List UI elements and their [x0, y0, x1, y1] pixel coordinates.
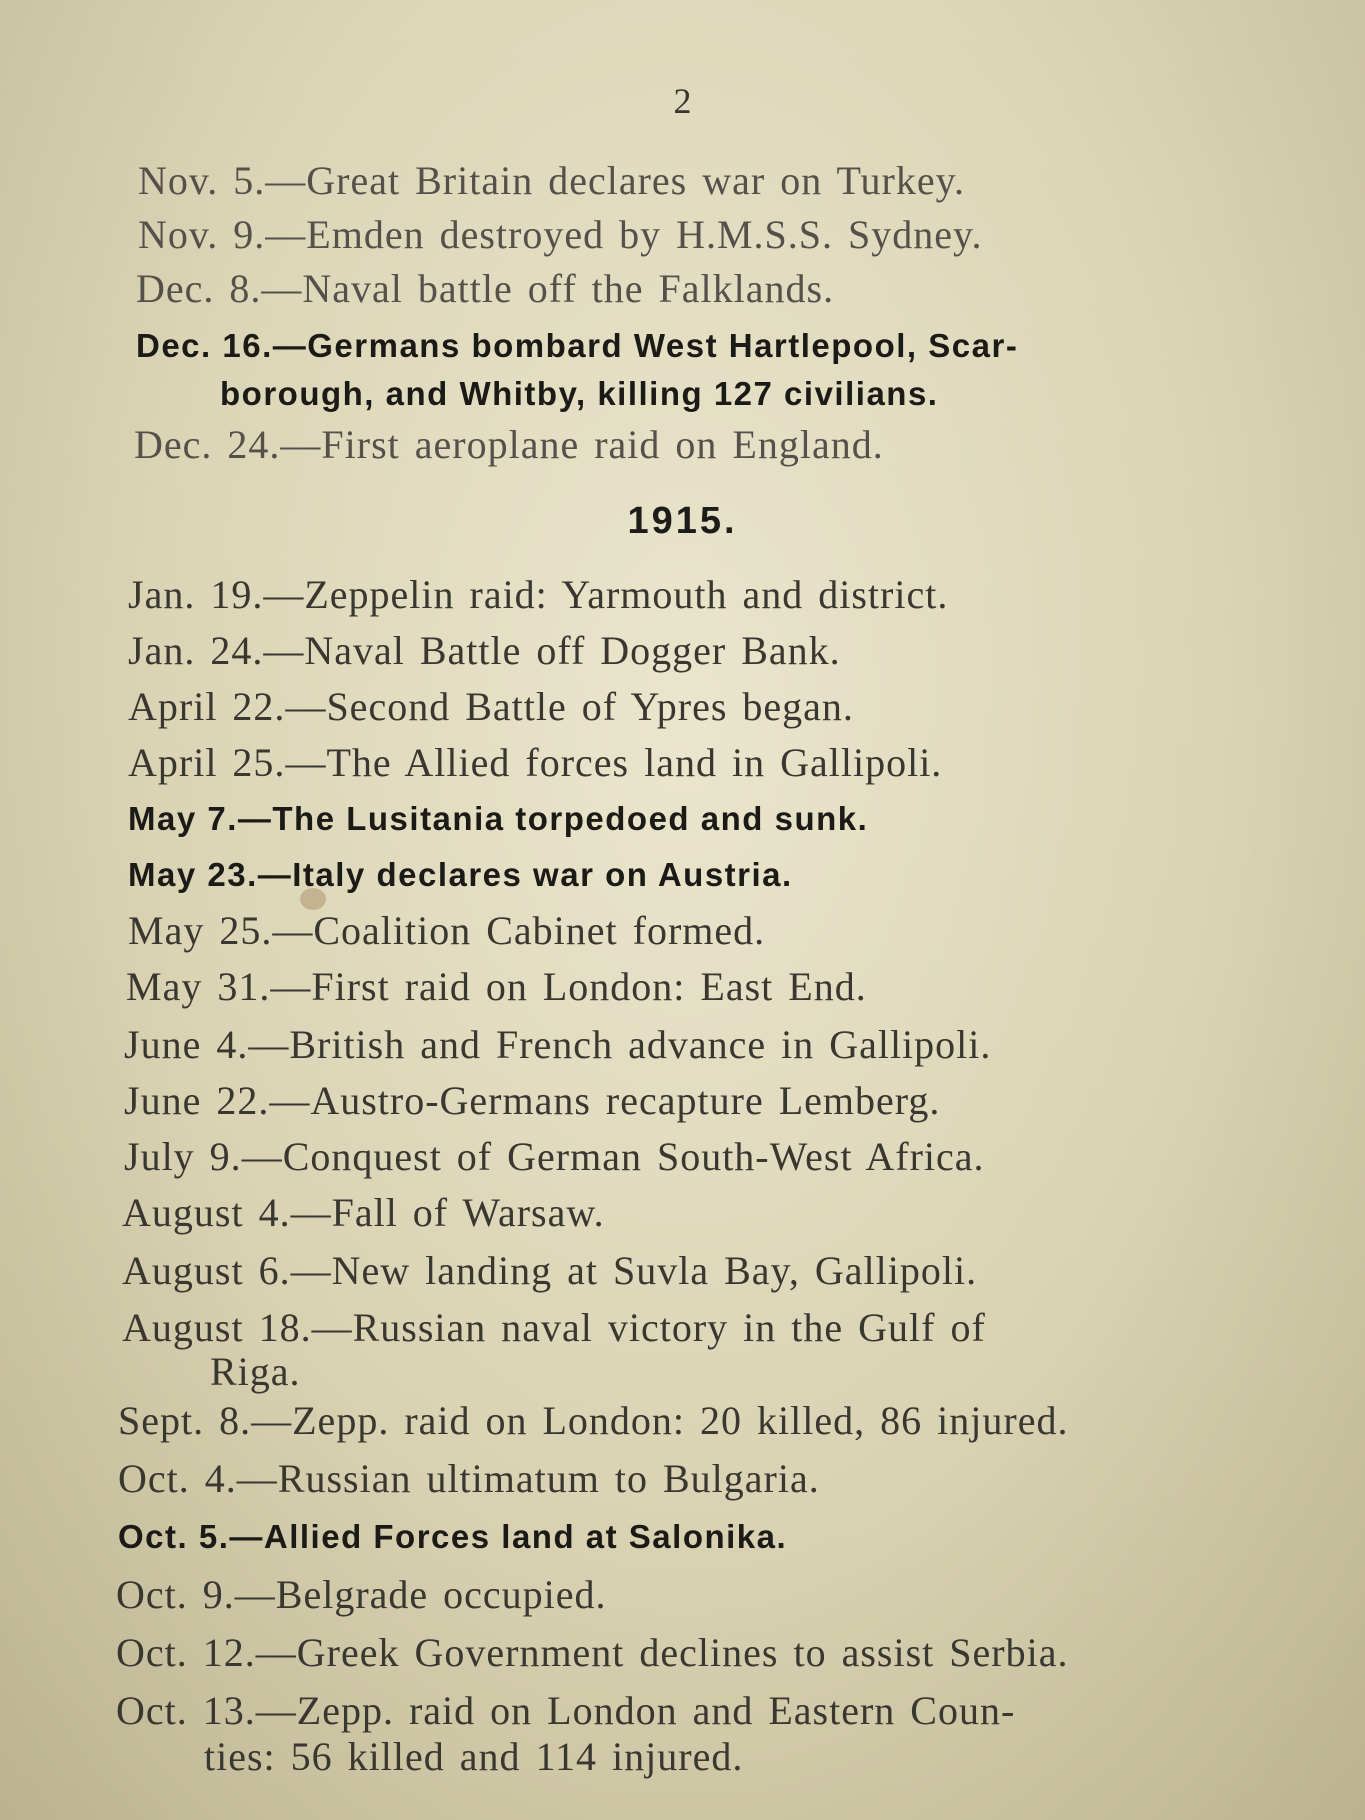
entry-date: May 23.	[128, 856, 258, 893]
paper-stain	[300, 888, 326, 910]
entry-date: June 22.	[124, 1078, 270, 1123]
timeline-entry: May 23.—Italy declares war on Austria.	[128, 856, 793, 893]
entry-text: Zepp. raid on London and Eastern Coun-	[296, 1688, 1016, 1733]
entry-continuation: Riga.	[210, 1349, 301, 1394]
timeline-entry: Oct. 4.—Russian ultimatum to Bulgaria.	[118, 1456, 820, 1501]
entry-text: Fall of Warsaw.	[331, 1190, 605, 1235]
entry-text: Germans bombard West Hartlepool, Scar-	[307, 327, 1019, 364]
entry-text: Emden destroyed by H.M.S.S. Sydney.	[306, 212, 983, 257]
timeline-entry: April 25.—The Allied forces land in Gallipoli.	[128, 740, 943, 785]
entry-date: Oct. 5.	[118, 1518, 230, 1555]
timeline-entry: Dec. 8.—Naval battle off the Falklands.	[136, 266, 835, 311]
entry-text: Conquest of German South-West Africa.	[282, 1134, 985, 1179]
entry-date: June 4.	[124, 1022, 249, 1067]
entry-text: Great Britain declares war on Turkey.	[306, 158, 965, 203]
timeline-entry: June 4.—British and French advance in Gallipoli.	[124, 1022, 992, 1067]
entry-text: Zeppelin raid: Yarmouth and district.	[304, 572, 949, 617]
entry-date: Sept. 8.	[118, 1398, 252, 1443]
timeline-entry: Jan. 24.—Naval Battle off Dogger Bank.	[128, 628, 841, 673]
entry-date: Jan. 24.	[128, 628, 264, 673]
entry-text: Russian ultimatum to Bulgaria.	[277, 1456, 820, 1501]
entry-date: May 7.	[128, 800, 238, 837]
timeline-entry: May 31.—First raid on London: East End.	[126, 964, 867, 1009]
entry-text: Naval Battle off Dogger Bank.	[304, 628, 841, 673]
timeline-entry: Sept. 8.—Zepp. raid on London: 20 killed, 86 injured.	[118, 1398, 1069, 1443]
entry-date: Dec. 24.	[134, 422, 281, 467]
entry-date: Nov. 5.	[138, 158, 266, 203]
entry-date: Oct. 13.	[116, 1688, 256, 1733]
timeline-entry: Oct. 12.—Greek Government declines to assist Serbia.	[116, 1630, 1069, 1675]
entry-date: April 22.	[128, 684, 286, 729]
timeline-entry: August 4.—Fall of Warsaw.	[122, 1190, 605, 1235]
entry-date: Nov. 9.	[138, 212, 266, 257]
entry-date: Dec. 16.	[136, 327, 273, 364]
entry-date: Jan. 19.	[128, 572, 264, 617]
entry-text: First aeroplane raid on England.	[321, 422, 884, 467]
timeline-entry: August 6.—New landing at Suvla Bay, Gallipoli.	[122, 1248, 978, 1293]
entry-text: Allied Forces land at Salonika.	[263, 1518, 788, 1555]
entry-date: Oct. 12.	[116, 1630, 256, 1675]
entry-text: The Allied forces land in Gallipoli.	[326, 740, 943, 785]
entry-text: New landing at Suvla Bay, Gallipoli.	[331, 1248, 978, 1293]
entry-text: Belgrade occupied.	[275, 1572, 607, 1617]
timeline-entry: Oct. 13.—Zepp. raid on London and Eastern Coun- ties: 56 killed and 114 injured.	[116, 1688, 1016, 1779]
year-heading: 1915.	[627, 500, 738, 542]
entry-text: Russian naval victory in the Gulf of	[352, 1305, 986, 1350]
entry-date: July 9.	[124, 1134, 242, 1179]
entry-text: The Lusitania torpedoed and sunk.	[272, 800, 869, 837]
entry-date: August 6.	[122, 1248, 291, 1293]
entry-date: Oct. 9.	[116, 1572, 235, 1617]
entry-text: Naval battle off the Falklands.	[302, 266, 835, 311]
entry-text: Second Battle of Ypres began.	[326, 684, 854, 729]
entry-text: Italy declares war on Austria.	[292, 856, 793, 893]
entry-date: May 31.	[126, 964, 271, 1009]
entry-date: Dec. 8.	[136, 266, 262, 311]
timeline-entry: Jan. 19.—Zeppelin raid: Yarmouth and district.	[128, 572, 949, 617]
entry-text: Coalition Cabinet formed.	[313, 908, 766, 953]
entry-text: Zepp. raid on London: 20 killed, 86 injured.	[292, 1398, 1069, 1443]
timeline-entry: June 22.—Austro-Germans recapture Lemberg.	[124, 1078, 941, 1123]
timeline-entry: May 7.—The Lusitania torpedoed and sunk.	[128, 800, 869, 837]
page-number: 2	[673, 81, 692, 121]
entry-date: Oct. 4.	[118, 1456, 237, 1501]
timeline-entry: August 18.—Russian naval victory in the Gulf of Riga.	[122, 1305, 986, 1394]
timeline-entry: Oct. 9.—Belgrade occupied.	[116, 1572, 607, 1617]
entry-continuation: borough, and Whitby, killing 127 civilians.	[220, 375, 939, 412]
timeline-entry: April 22.—Second Battle of Ypres began.	[128, 684, 854, 729]
timeline-entry: Oct. 5.—Allied Forces land at Salonika.	[118, 1518, 788, 1555]
entry-date: August 4.	[122, 1190, 291, 1235]
entry-text: Greek Government declines to assist Serbia.	[296, 1630, 1069, 1675]
timeline-entry: Nov. 9.—Emden destroyed by H.M.S.S. Sydney.	[138, 212, 983, 257]
timeline-entry: Dec. 16.—Germans bombard West Hartlepool, Scar- borough, and Whitby, killing 127 civilians.	[136, 322, 1018, 418]
entry-continuation: ties: 56 killed and 114 injured.	[204, 1734, 744, 1779]
entry-date: April 25.	[128, 740, 286, 785]
entry-date: May 25.	[128, 908, 273, 953]
timeline-entry: Dec. 24.—First aeroplane raid on England.	[134, 422, 884, 467]
entry-text: First raid on London: East End.	[311, 964, 867, 1009]
timeline-entry: May 25.—Coalition Cabinet formed.	[128, 908, 766, 953]
timeline-entry: July 9.—Conquest of German South-West Africa.	[124, 1134, 985, 1179]
entry-text: British and French advance in Gallipoli.	[289, 1022, 992, 1067]
entry-date: August 18.	[122, 1305, 312, 1350]
entry-text: Austro-Germans recapture Lemberg.	[310, 1078, 941, 1123]
timeline-entry: Nov. 5.—Great Britain declares war on Turkey.	[138, 158, 965, 203]
